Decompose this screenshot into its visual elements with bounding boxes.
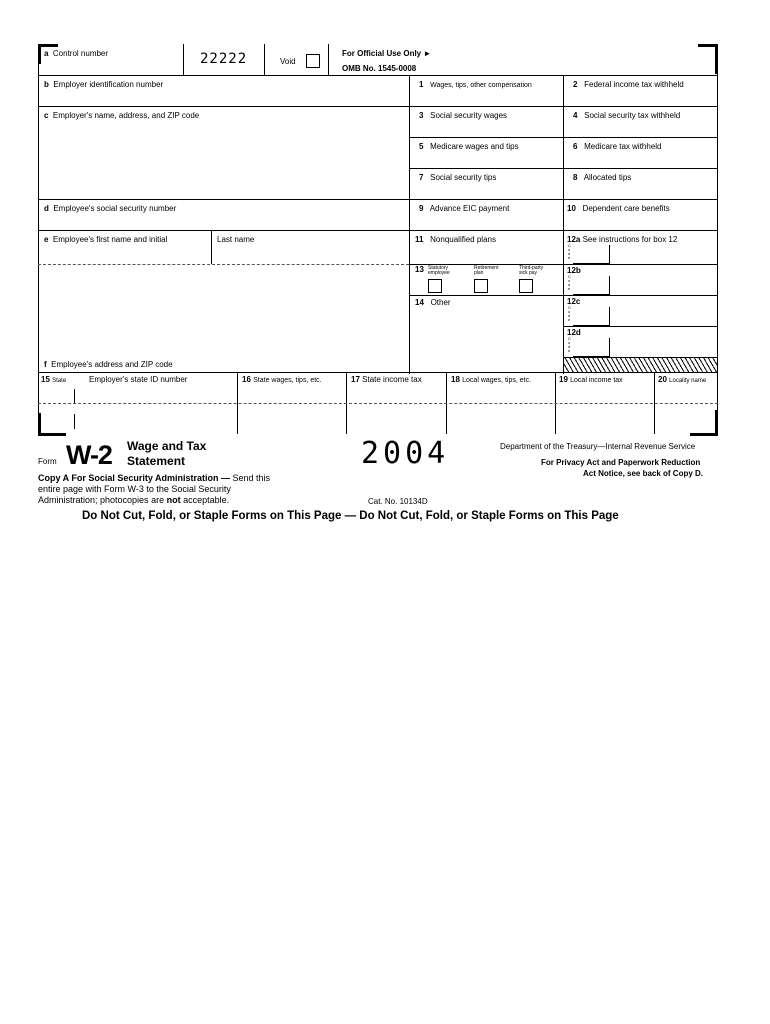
employer-name-label: c Employer's name, address, and ZIP code [44,111,200,120]
form-id: W-2 [66,440,112,470]
box-13-label: 13 [415,265,424,274]
treasury-department: Department of the Treasury—Internal Revenue Service [500,442,696,451]
employee-address-label: f Employee's address and ZIP code [44,360,173,369]
official-use-line: For Official Use Only ► [342,49,432,58]
void-checkbox[interactable] [306,54,320,68]
box-15-employer-id-label: Employer's state ID number [89,375,188,384]
do-not-fold-warning: Do Not Cut, Fold, or Staple Forms on This Page — Do Not Cut, Fold, or Staple Forms on This Page [82,510,619,522]
catalog-number: Cat. No. 10134D [368,497,428,506]
box-12d-code-label: Code [568,336,571,353]
corner-mark-bottom-right [690,433,718,436]
box-5-label: 5 Medicare wages and tips [419,142,519,151]
box-10-label: 10 Dependent care benefits [567,204,670,213]
box-12c-code-label: Code [568,305,571,322]
box-2-label: 2 Federal income tax withheld [573,80,684,89]
box-12a-label: 12a See instructions for box 12 [567,235,678,244]
box-18-label: 18 Local wages, tips, etc. [451,375,532,384]
copy-a-instructions: Copy A For Social Security Administration — Send this entire page with Form W-3 to the Social Security Administration; photocopies are not acceptable. [38,473,271,505]
box-3-label: 3 Social security wages [419,111,508,120]
box-7-label: 7 Social security tips [419,173,497,182]
control-number-label: a Control number [44,49,109,58]
box-15-label: 15 State [41,375,67,384]
box-19-label: 19 Local income tax [559,375,623,384]
box-16-label: 16 State wages, tips, etc. [242,375,322,384]
hatched-area [564,358,717,373]
retirement-plan-label: Retirement plan [474,265,499,276]
box-14-label: 14 Other [415,298,451,307]
form-title-line1: Wage and Tax [127,439,207,453]
box-6-label: 6 Medicare tax withheld [573,142,662,151]
corner-mark-top-left [38,44,58,47]
ssn-label: d Employee's social security number [44,204,177,213]
box-9-label: 9 Advance EIC payment [419,204,510,213]
tax-year: 2004 [361,436,450,471]
void-label: Void [280,57,296,66]
employee-first-name-label: e Employee's first name and initial [44,235,168,244]
privacy-notice-line1: For Privacy Act and Paperwork Reduction [541,458,701,467]
statutory-employee-label: Statutory employee [428,265,450,276]
retirement-plan-checkbox[interactable] [474,279,488,293]
box-12d-label: 12d [567,328,581,337]
employee-last-name-label: Last name [217,235,255,244]
box-12a-code-label: Code [568,243,571,260]
corner-mark-bottom-left [38,433,66,436]
privacy-notice-line2: Act Notice, see back of Copy D. [583,469,704,478]
box-12c-label: 12c [567,297,581,306]
box-11-label: 11 Nonqualified plans [415,235,496,244]
control-number-value: 22222 [200,51,248,67]
box-12b-code-label: Code [568,274,571,291]
statutory-employee-checkbox[interactable] [428,279,442,293]
third-party-sick-pay-checkbox[interactable] [519,279,533,293]
box-4-label: 4 Social security tax withheld [573,111,681,120]
box-12b-label: 12b [567,266,581,275]
ein-label: b Employer identification number [44,80,164,89]
form-title-line2: Statement [127,454,186,468]
third-party-sick-pay-label: Third-party sick pay [519,265,544,276]
box-8-label: 8 Allocated tips [573,173,632,182]
form-word: Form [38,457,57,466]
omb-number: OMB No. 1545-0008 [342,64,417,73]
box-20-label: 20 Locality name [658,375,707,384]
box-1-label: 1 Wages, tips, other compensation [419,80,532,89]
box-17-label: 17 State income tax [351,375,422,384]
